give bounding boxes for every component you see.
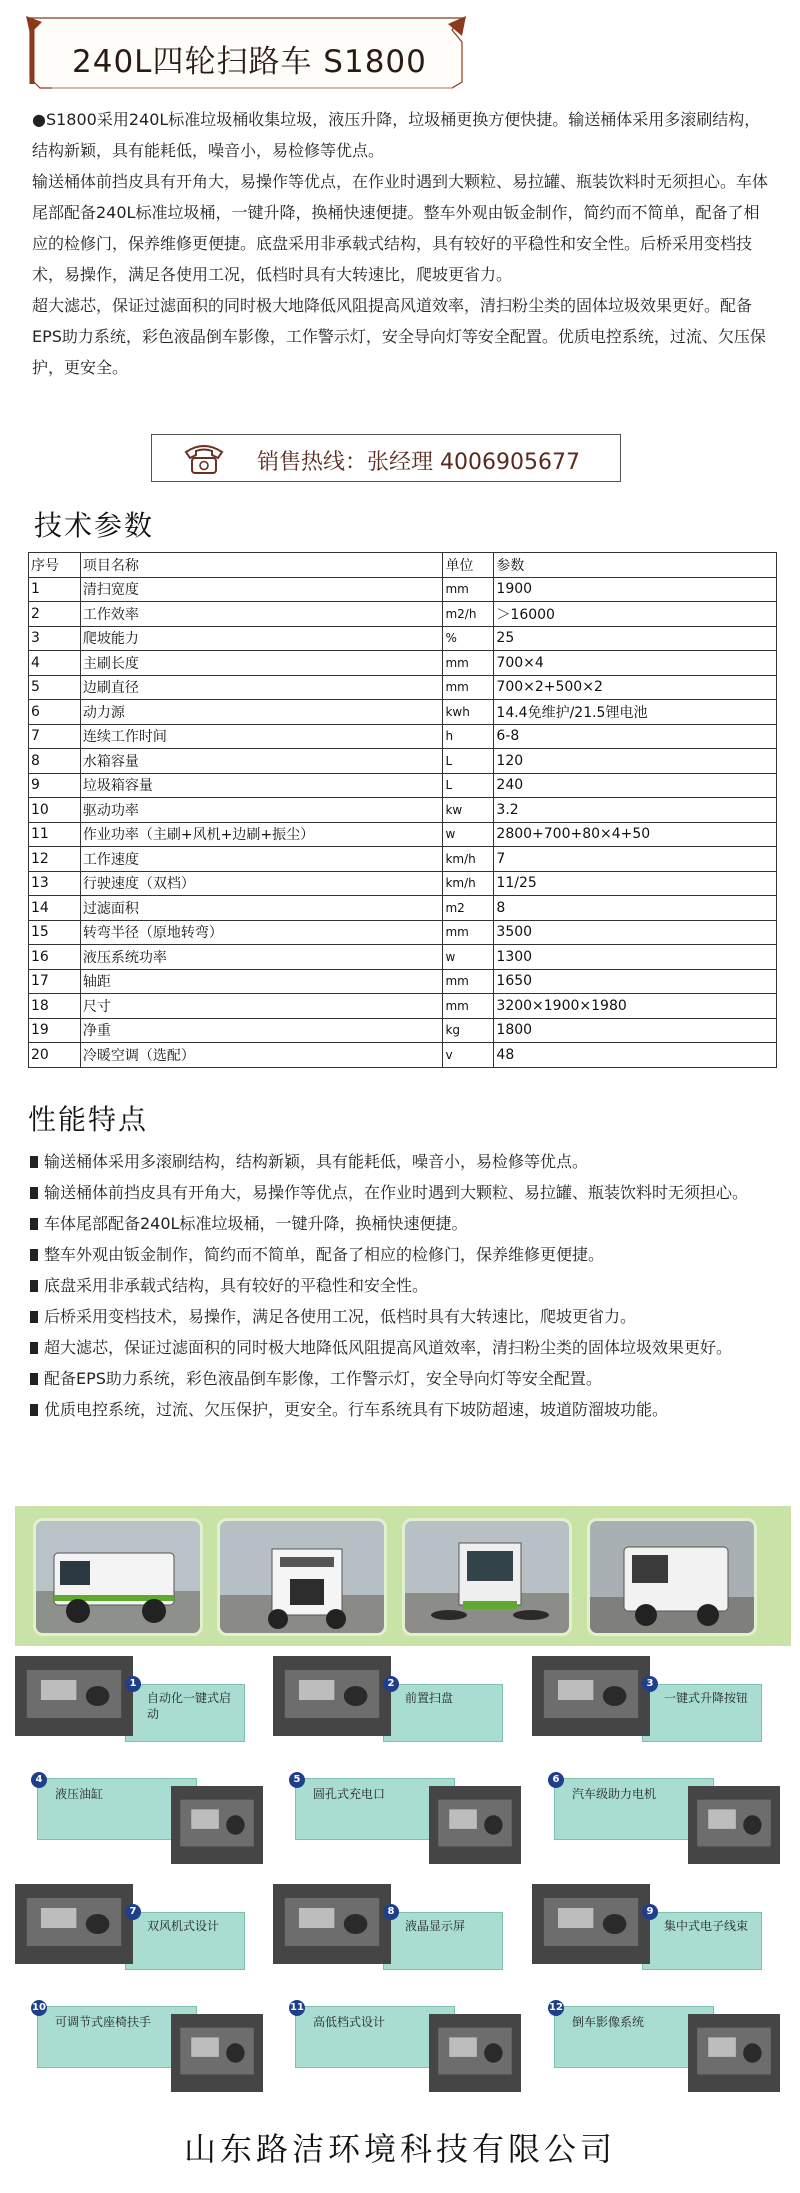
detail-feature-12 xyxy=(532,2000,772,2100)
detail-photo xyxy=(15,1884,133,1964)
feature-text: 配备EPS助力系统，彩色液晶倒车影像，工作警示灯，安全导向灯等安全配置。 xyxy=(44,1369,602,1388)
spec-unit: w xyxy=(443,945,494,970)
spec-table-row xyxy=(29,896,777,921)
spec-value: 11/25 xyxy=(494,871,777,896)
spec-table-row xyxy=(29,577,777,602)
detail-photo xyxy=(15,1656,133,1736)
spec-table-row xyxy=(29,700,777,725)
detail-feature-11 xyxy=(273,2000,513,2100)
spec-value: 2800+700+80×4+50 xyxy=(494,822,777,847)
spec-value: 7 xyxy=(494,847,777,872)
spec-index: 2 xyxy=(29,602,81,627)
spec-table-row xyxy=(29,920,777,945)
detail-photo xyxy=(273,1656,391,1736)
detail-feature-5 xyxy=(273,1772,513,1872)
spec-table-row xyxy=(29,724,777,749)
square-bullet-icon xyxy=(30,1218,38,1230)
square-bullet-icon xyxy=(30,1249,38,1261)
number-badge: 12 xyxy=(548,2000,564,2016)
feature-item xyxy=(30,1394,772,1425)
spec-table-row xyxy=(29,798,777,823)
spec-index: 20 xyxy=(29,1043,81,1068)
features-title: 性能特点 xyxy=(28,1103,149,1136)
feature-text: 底盘采用非承载式结构，具有较好的平稳性和安全性。 xyxy=(44,1276,429,1295)
feature-item xyxy=(30,1301,772,1332)
feature-text: 输送桶体前挡皮具有开角大，易操作等优点，在作业时遇到大颗粒、易拉罐、瓶装饮料时无须担心。 xyxy=(44,1183,749,1202)
spec-item: 液压系统功率 xyxy=(80,945,443,970)
detail-feature-3 xyxy=(532,1656,772,1756)
number-badge: 11 xyxy=(289,2000,305,2016)
page-title: 240L四轮扫路车 S1800 xyxy=(72,44,427,80)
spec-item: 爬坡能力 xyxy=(80,626,443,651)
feature-text: 后桥采用变档技术，易操作，满足各使用工况，低档时具有大转速比，爬坡更省力。 xyxy=(44,1307,637,1326)
detail-photo xyxy=(273,1884,391,1964)
spec-item: 垃圾箱容量 xyxy=(80,773,443,798)
spec-item: 动力源 xyxy=(80,700,443,725)
spec-unit: v xyxy=(443,1043,494,1068)
square-bullet-icon xyxy=(30,1404,38,1416)
detail-caption: 高低档式设计 xyxy=(313,2015,386,2029)
spec-unit: mm xyxy=(443,577,494,602)
features-list xyxy=(30,1146,772,1425)
detail-caption: 汽车级助力电机 xyxy=(572,1787,657,1801)
spec-item: 水箱容量 xyxy=(80,749,443,774)
square-bullet-icon xyxy=(30,1311,38,1323)
square-bullet-icon xyxy=(30,1280,38,1292)
spec-unit: w xyxy=(443,822,494,847)
feature-text: 输送桶体采用多滚刷结构，结构新颖，具有能耗低，噪音小，易检修等优点。 xyxy=(44,1152,589,1171)
spec-value: 1650 xyxy=(494,969,777,994)
spec-index: 4 xyxy=(29,651,81,676)
spec-item: 驱动功率 xyxy=(80,798,443,823)
vehicle-photo-angle xyxy=(587,1518,757,1636)
feature-text: 超大滤芯，保证过滤面积的同时极大地降低风阻提高风道效率，清扫粉尘类的固体垃圾效果更好。 xyxy=(44,1338,733,1357)
spec-index: 19 xyxy=(29,1018,81,1043)
detail-photo xyxy=(688,2014,780,2092)
spec-index: 11 xyxy=(29,822,81,847)
spec-value: 3500 xyxy=(494,920,777,945)
spec-value: 14.4免维护/21.5锂电池 xyxy=(494,700,777,725)
detail-feature-10 xyxy=(15,2000,255,2100)
detail-caption: 可调节式座椅扶手 xyxy=(55,2015,152,2029)
hotline-label: 销售热线：张经理 4006905677 xyxy=(257,450,580,475)
spec-table-row xyxy=(29,1043,777,1068)
spec-table-row xyxy=(29,945,777,970)
detail-feature-4 xyxy=(15,1772,255,1872)
spec-item: 连续工作时间 xyxy=(80,724,443,749)
spec-value: 参数 xyxy=(494,553,777,578)
detail-caption: 圆孔式充电口 xyxy=(313,1787,386,1801)
number-badge: 9 xyxy=(642,1904,658,1920)
spec-index: 7 xyxy=(29,724,81,749)
spec-value: 240 xyxy=(494,773,777,798)
number-badge: 3 xyxy=(642,1676,658,1692)
spec-table-row xyxy=(29,626,777,651)
spec-index: 12 xyxy=(29,847,81,872)
spec-value: 25 xyxy=(494,626,777,651)
spec-index: 5 xyxy=(29,675,81,700)
spec-item: 边刷直径 xyxy=(80,675,443,700)
spec-table-row xyxy=(29,1018,777,1043)
feature-item xyxy=(30,1208,772,1239)
spec-item: 过滤面积 xyxy=(80,896,443,921)
feature-item xyxy=(30,1146,772,1177)
number-badge: 2 xyxy=(383,1676,399,1692)
spec-item: 尺寸 xyxy=(80,994,443,1019)
spec-index: 15 xyxy=(29,920,81,945)
spec-unit: L xyxy=(443,773,494,798)
spec-table-row xyxy=(29,994,777,1019)
detail-caption: 一键式升降按钮 xyxy=(664,1691,749,1705)
specs-title: 技术参数 xyxy=(34,509,155,542)
telephone-icon xyxy=(182,442,226,476)
detail-caption: 液晶显示屏 xyxy=(405,1919,466,1933)
spec-index: 18 xyxy=(29,994,81,1019)
square-bullet-icon xyxy=(30,1187,38,1199)
spec-index: 6 xyxy=(29,700,81,725)
spec-table-row xyxy=(29,871,777,896)
detail-caption: 倒车影像系统 xyxy=(572,2015,645,2029)
spec-value: 8 xyxy=(494,896,777,921)
detail-caption: 自动化一键式启动 xyxy=(147,1691,232,1721)
detail-photo xyxy=(688,1786,780,1864)
spec-unit: m2/h xyxy=(443,602,494,627)
spec-unit: kwh xyxy=(443,700,494,725)
feature-item xyxy=(30,1332,772,1363)
sales-hotline xyxy=(151,434,621,482)
detail-feature-1 xyxy=(15,1656,255,1756)
spec-value: 700×4 xyxy=(494,651,777,676)
detail-photo xyxy=(532,1656,650,1736)
spec-item: 轴距 xyxy=(80,969,443,994)
detail-photo xyxy=(171,2014,263,2092)
number-badge: 4 xyxy=(31,1772,47,1788)
spec-value: 6-8 xyxy=(494,724,777,749)
detail-caption: 前置扫盘 xyxy=(405,1691,454,1705)
spec-value: 48 xyxy=(494,1043,777,1068)
spec-index: 8 xyxy=(29,749,81,774)
intro-text xyxy=(32,104,772,383)
spec-item: 工作效率 xyxy=(80,602,443,627)
detail-photo xyxy=(532,1884,650,1964)
spec-value: ＞16000 xyxy=(494,602,777,627)
spec-table-row xyxy=(29,847,777,872)
spec-unit: kw xyxy=(443,798,494,823)
detail-feature-2 xyxy=(273,1656,513,1756)
square-bullet-icon xyxy=(30,1342,38,1354)
spec-unit: mm xyxy=(443,920,494,945)
spec-value: 120 xyxy=(494,749,777,774)
spec-index: 16 xyxy=(29,945,81,970)
spec-index: 序号 xyxy=(29,553,81,578)
spec-table-row xyxy=(29,602,777,627)
spec-item: 净重 xyxy=(80,1018,443,1043)
spec-index: 3 xyxy=(29,626,81,651)
detail-photo xyxy=(171,1786,263,1864)
spec-index: 1 xyxy=(29,577,81,602)
spec-table-row xyxy=(29,651,777,676)
spec-unit: km/h xyxy=(443,847,494,872)
spec-value: 1900 xyxy=(494,577,777,602)
intro-paragraph: 输送桶体前挡皮具有开角大，易操作等优点，在作业时遇到大颗粒、易拉罐、瓶装饮料时无须担心。车体尾部配备240L标准垃圾桶，一键升降，换桶快速便捷。整车外观由钣金制作，简约而不简单，配备了相应的检修门，保养维修更便捷。底盘采用非承载式结构，具有较好的平稳性和安全性。后桥采用变档技术，易操作，满足各使用工况，低档时具有大转速比，爬坡更省力。 xyxy=(32,172,769,284)
number-badge: 6 xyxy=(548,1772,564,1788)
spec-unit: mm xyxy=(443,675,494,700)
intro-paragraph: ●S1800采用240L标准垃圾桶收集垃圾，液压升降，垃圾桶更换方便快捷。输送桶体采用多滚刷结构，结构新颖，具有能耗低，噪音小，易检修等优点。 xyxy=(32,110,761,160)
spec-value: 3200×1900×1980 xyxy=(494,994,777,1019)
title-banner xyxy=(22,12,470,94)
spec-table-row xyxy=(29,749,777,774)
feature-text: 车体尾部配备240L标准垃圾桶，一键升降，换桶快速便捷。 xyxy=(44,1214,468,1233)
spec-table xyxy=(28,552,777,1068)
spec-index: 13 xyxy=(29,871,81,896)
company-name: 山东路洁环境科技有限公司 xyxy=(183,2130,616,2168)
spec-index: 14 xyxy=(29,896,81,921)
spec-unit: 单位 xyxy=(443,553,494,578)
intro-paragraph: 超大滤芯，保证过滤面积的同时极大地降低风阻提高风道效率，清扫粉尘类的固体垃圾效果更好。配备EPS助力系统，彩色液晶倒车影像，工作警示灯，安全导向灯等安全配置。优质电控系统，过流、欠压保护，更安全。 xyxy=(32,296,766,377)
spec-value: 700×2+500×2 xyxy=(494,675,777,700)
spec-item: 清扫宽度 xyxy=(80,577,443,602)
feature-text: 整车外观由钣金制作，简约而不简单，配备了相应的检修门，保养维修更便捷。 xyxy=(44,1245,605,1264)
square-bullet-icon xyxy=(30,1373,38,1385)
feature-item xyxy=(30,1239,772,1270)
detail-feature-8 xyxy=(273,1884,513,1984)
detail-caption: 液压油缸 xyxy=(55,1787,104,1801)
spec-value: 3.2 xyxy=(494,798,777,823)
spec-unit: mm xyxy=(443,994,494,1019)
spec-item: 冷暖空调（选配） xyxy=(80,1043,443,1068)
spec-unit: mm xyxy=(443,651,494,676)
vehicle-photo-side xyxy=(33,1518,203,1636)
spec-table-row xyxy=(29,675,777,700)
detail-feature-9 xyxy=(532,1884,772,1984)
vehicle-photo-front xyxy=(402,1518,572,1636)
number-badge: 8 xyxy=(383,1904,399,1920)
number-badge: 1 xyxy=(125,1676,141,1692)
spec-item: 转弯半径（原地转弯） xyxy=(80,920,443,945)
spec-value: 1300 xyxy=(494,945,777,970)
spec-unit: m2 xyxy=(443,896,494,921)
spec-item: 作业功率（主刷+风机+边刷+振尘） xyxy=(80,822,443,847)
spec-table-header xyxy=(29,553,777,578)
vehicle-photo-rear xyxy=(217,1518,387,1636)
spec-index: 10 xyxy=(29,798,81,823)
feature-item xyxy=(30,1363,772,1394)
feature-text: 优质电控系统，过流、欠压保护，更安全。行车系统具有下坡防超速，坡道防溜坡功能。 xyxy=(44,1400,669,1419)
spec-table-row xyxy=(29,969,777,994)
spec-table-row xyxy=(29,773,777,798)
number-badge: 10 xyxy=(31,2000,47,2016)
detail-photo xyxy=(429,2014,521,2092)
spec-item: 行驶速度（双档） xyxy=(80,871,443,896)
detail-caption: 集中式电子线束 xyxy=(664,1919,749,1933)
detail-caption: 双风机式设计 xyxy=(147,1919,220,1933)
detail-photo xyxy=(429,1786,521,1864)
spec-unit: mm xyxy=(443,969,494,994)
spec-unit: h xyxy=(443,724,494,749)
square-bullet-icon xyxy=(30,1156,38,1168)
spec-unit: km/h xyxy=(443,871,494,896)
feature-item xyxy=(30,1177,772,1208)
spec-index: 9 xyxy=(29,773,81,798)
spec-index: 17 xyxy=(29,969,81,994)
spec-unit: kg xyxy=(443,1018,494,1043)
spec-item: 工作速度 xyxy=(80,847,443,872)
number-badge: 5 xyxy=(289,1772,305,1788)
feature-item xyxy=(30,1270,772,1301)
spec-table-row xyxy=(29,822,777,847)
detail-feature-7 xyxy=(15,1884,255,1984)
spec-item: 项目名称 xyxy=(80,553,443,578)
spec-item: 主刷长度 xyxy=(80,651,443,676)
spec-value: 1800 xyxy=(494,1018,777,1043)
spec-unit: % xyxy=(443,626,494,651)
number-badge: 7 xyxy=(125,1904,141,1920)
photo-strip xyxy=(15,1506,791,1646)
spec-unit: L xyxy=(443,749,494,774)
detail-feature-6 xyxy=(532,1772,772,1872)
